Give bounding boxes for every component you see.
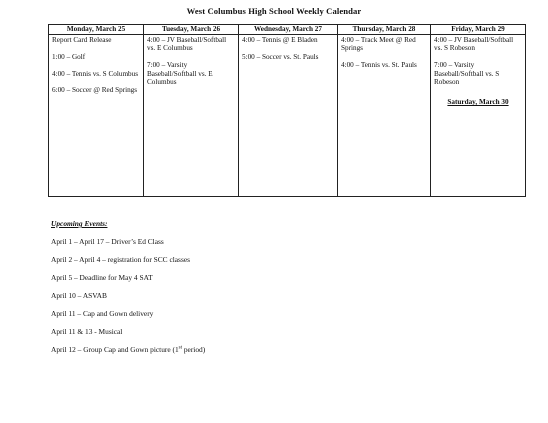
page-title: West Columbus High School Weekly Calendar	[186, 6, 362, 16]
calendar-event: 1:00 – Golf	[52, 52, 86, 61]
upcoming-event-item: April 10 – ASVAB	[51, 291, 107, 300]
weekly-calendar-table	[48, 24, 526, 197]
saturday-heading: Saturday, March 30	[447, 98, 509, 107]
upcoming-event-item: April 5 – Deadline for May 4 SAT	[51, 273, 153, 282]
upcoming-events-section	[51, 219, 205, 363]
upcoming-event-item: April 2 – April 4 – registration for SCC classes	[51, 255, 190, 264]
day-cell-wednesday	[239, 35, 338, 197]
day-cell-monday	[49, 35, 144, 197]
upcoming-event-item: April 11 – Cap and Gown delivery	[51, 309, 154, 318]
calendar-event: 4:00 – Track Meet @ Red Springs	[341, 36, 416, 53]
upcoming-event-item: April 1 – April 17 – Driver’s Ed Class	[51, 237, 164, 246]
day-header-friday: Friday, March 29	[431, 25, 526, 35]
calendar-event: 5:00 – Soccer vs. St. Pauls	[242, 52, 319, 61]
upcoming-event-text: period)	[182, 345, 206, 354]
calendar-event: 6:00 – Soccer @ Red Springs	[52, 86, 138, 95]
day-header-monday: Monday, March 25	[49, 25, 144, 35]
ordinal-suffix: st	[178, 345, 183, 351]
calendar-event: 4:00 – Tennis vs. St. Pauls	[341, 61, 417, 70]
day-cell-thursday	[338, 35, 431, 197]
calendar-header-row	[49, 25, 526, 35]
upcoming-event-text: April 12 – Group Cap and Gown picture (1	[51, 345, 179, 354]
day-cell-friday	[431, 35, 526, 197]
calendar-event: 4:00 – Tennis vs. S Columbus	[52, 69, 139, 78]
upcoming-event-item: April 11 & 13 - Musical	[51, 327, 123, 336]
upcoming-events-title: Upcoming Events:	[51, 219, 108, 228]
day-header-tuesday: Tuesday, March 26	[144, 25, 239, 35]
calendar-events-row	[49, 35, 526, 197]
calendar-event: Report Card Release	[52, 36, 112, 44]
day-header-wednesday: Wednesday, March 27	[239, 25, 338, 35]
calendar-event: 7:00 – Varsity Baseball/Softball vs. E Columbus	[147, 61, 213, 87]
day-header-thursday: Thursday, March 28	[338, 25, 431, 35]
calendar-event: 4:00 – JV Baseball/Softball vs. S Robeson	[434, 36, 514, 53]
calendar-event: 4:00 – Tennis @ E Bladen	[242, 36, 318, 44]
day-cell-tuesday	[144, 35, 239, 197]
calendar-event: 7:00 – Varsity Baseball/Softball vs. S Robeson	[434, 61, 500, 87]
calendar-event: 4:00 – JV Baseball/Softball vs. E Columbus	[147, 36, 227, 53]
upcoming-event-item	[51, 345, 205, 354]
